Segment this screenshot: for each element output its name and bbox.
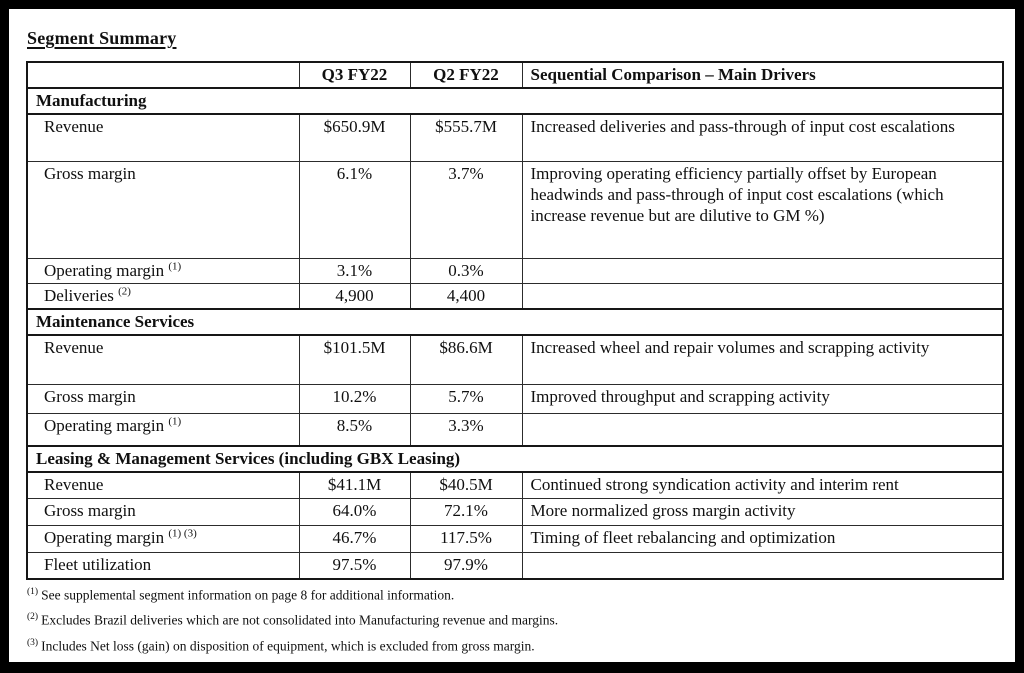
table-row [27, 335, 1003, 385]
table-row [27, 283, 1003, 309]
section-title: Leasing & Management Services (including GBX Leasing) [27, 446, 1003, 472]
q3-value: 8.5% [299, 414, 410, 446]
footnote-marker: (1) [27, 586, 39, 597]
footnote: $^{(2)}$ Excludes Brazil deliveries which are not consolidated into Manufacturing revenue and margins. [27, 612, 559, 628]
document-page [9, 9, 1015, 662]
table-row [27, 553, 1003, 579]
column-header-q3: Q3 FY22 [299, 62, 410, 88]
q3-value: 6.1% [299, 161, 410, 258]
driver-text [522, 258, 1003, 283]
q3-value: 97.5% [299, 553, 410, 579]
q3-value: 4,900 [299, 283, 410, 309]
q2-value: 3.3% [410, 414, 522, 446]
row-label: Deliveries $^{(2)}$ [27, 283, 299, 309]
segment-summary-table [26, 61, 1004, 580]
q2-value: 5.7% [410, 385, 522, 414]
q2-value: 4,400 [410, 283, 522, 309]
q2-value: $86.6M [410, 335, 522, 385]
footnote: $^{(3)}$ Includes Net loss (gain) on disposition of equipment, which is excluded from gross margin. [27, 637, 535, 654]
row-label: Gross margin [27, 385, 299, 414]
q2-value: 97.9% [410, 553, 522, 579]
footnote-marker: (2) [27, 612, 39, 623]
q2-value: $555.7M [410, 114, 522, 161]
section-title: Maintenance Services [27, 309, 1003, 335]
q3-value: 10.2% [299, 385, 410, 414]
footnote: $^{(1)}$ See supplemental segment information on page 8 for additional information. [27, 586, 455, 603]
empty-header-cell [27, 62, 299, 88]
driver-text [522, 283, 1003, 309]
table-row [27, 161, 1003, 258]
column-header-q2: Q2 FY22 [410, 62, 522, 88]
row-label: Gross margin [27, 499, 299, 526]
segment-table-body [27, 88, 1003, 578]
footnote-reference: (1) [168, 260, 182, 272]
q3-value: $650.9M [299, 114, 410, 161]
q3-value: 3.1% [299, 258, 410, 283]
table-row [27, 472, 1003, 499]
table-row [27, 499, 1003, 526]
driver-text [522, 553, 1003, 579]
row-label: Revenue [27, 335, 299, 385]
driver-text: More normalized gross margin activity [522, 499, 1003, 526]
q3-value: 64.0% [299, 499, 410, 526]
row-label: Operating margin $^{(1)}$ [27, 414, 299, 446]
footnote-reference: (1) [168, 415, 182, 428]
driver-text: Improved throughput and scrapping activity [522, 385, 1003, 414]
driver-text: Continued strong syndication activity and interim rent [522, 472, 1003, 499]
q3-value: $41.1M [299, 472, 410, 499]
driver-text: Improving operating efficiency partially offset by European headwinds and pass-through of input cost escalations (which increase revenue but are dilutive to GM %) [522, 161, 1003, 258]
q2-value: 72.1% [410, 499, 522, 526]
table-row [27, 258, 1003, 283]
q2-value: 117.5% [410, 526, 522, 553]
driver-text: Timing of fleet rebalancing and optimization [522, 526, 1003, 553]
page-title: Segment Summary [27, 28, 177, 48]
table-row [27, 114, 1003, 161]
footnote-reference: (1) (3) [168, 527, 197, 540]
q2-value: $40.5M [410, 472, 522, 499]
table-header-row [27, 62, 1003, 88]
row-label: Operating margin $^{(1)}$ [27, 258, 299, 283]
section-title: Manufacturing [27, 88, 1003, 114]
driver-text: Increased deliveries and pass-through of input cost escalations [522, 114, 1003, 161]
table-row [27, 526, 1003, 553]
footnote-reference: (2) [118, 285, 131, 298]
section-header-row [27, 309, 1003, 335]
row-label: Gross margin [27, 161, 299, 258]
footnote-marker: (3) [27, 637, 39, 648]
row-label: Revenue [27, 472, 299, 499]
q2-value: 0.3% [410, 258, 522, 283]
table-row [27, 414, 1003, 446]
q2-value: 3.7% [410, 161, 522, 258]
driver-text [522, 414, 1003, 446]
footnotes [27, 587, 999, 655]
q3-value: 46.7% [299, 526, 410, 553]
q3-value: $101.5M [299, 335, 410, 385]
column-header-drivers: Sequential Comparison – Main Drivers [522, 62, 1003, 88]
row-label: Fleet utilization [27, 553, 299, 579]
section-header-row [27, 446, 1003, 472]
row-label: Operating margin $^{(1) (3)}$ [27, 526, 299, 553]
row-label: Revenue [27, 114, 299, 161]
section-header-row [27, 88, 1003, 114]
table-row [27, 385, 1003, 414]
driver-text: Increased wheel and repair volumes and scrapping activity [522, 335, 1003, 385]
